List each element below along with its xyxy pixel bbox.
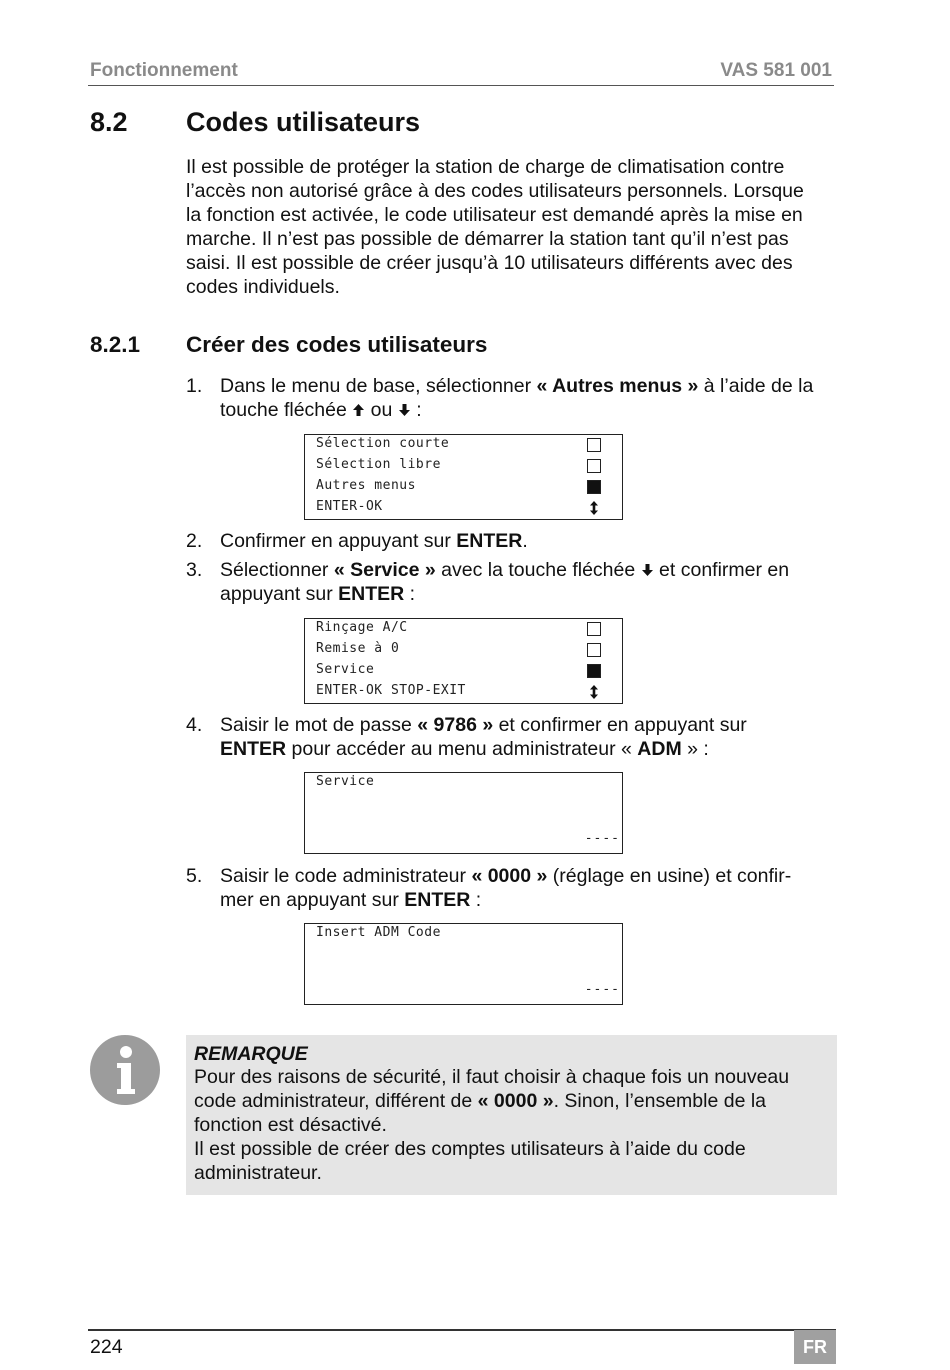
- checkbox-icon: [587, 459, 601, 473]
- admin-code-value: « 0000 »: [471, 865, 548, 887]
- arrow-down-icon: [398, 399, 411, 421]
- checkbox-icon: [587, 438, 601, 452]
- note-line: Il est possible de créer des comptes utilisateurs à l’aide du code: [194, 1137, 746, 1160]
- intro-line: l’accès non autorisé grâce à des codes utilisateurs personnels. Lorsque: [186, 179, 804, 202]
- step-text-part: appuyant sur: [220, 582, 339, 605]
- step-number: 1.: [186, 375, 203, 397]
- admin-code-value: « 0000 »: [477, 1089, 554, 1112]
- checkbox-icon: [587, 622, 601, 636]
- key-name: ENTER: [404, 888, 471, 911]
- step-text-part: .: [522, 530, 528, 552]
- step-number: 4.: [186, 714, 203, 736]
- arrow-up-icon: [352, 399, 365, 421]
- note-text-part: code administrateur, différent de: [194, 1089, 478, 1112]
- info-icon: [90, 1035, 160, 1105]
- step-text-part: :: [404, 582, 416, 605]
- intro-line: codes individuels.: [186, 275, 340, 298]
- note-box: [186, 1035, 837, 1195]
- step-text-part: (réglage en usine) et confir-: [547, 865, 792, 887]
- lcd-row: Remise à 0: [316, 641, 400, 656]
- lcd-display-admin-code: [304, 923, 623, 1005]
- step-text: [220, 714, 836, 762]
- checkbox-filled-icon: [587, 480, 601, 494]
- key-name: ENTER: [338, 582, 405, 605]
- step-text-part: » :: [681, 737, 709, 760]
- lcd-display-main-menu: [304, 434, 623, 520]
- step-text: [220, 865, 836, 913]
- step-text-part: avec la touche fléchée: [435, 559, 641, 581]
- note-text: [194, 1066, 824, 1186]
- step-text-part: Dans le menu de base, sélectionner: [220, 375, 537, 397]
- step-number: 2.: [186, 530, 203, 552]
- subsection-number: 8.2.1: [90, 332, 141, 357]
- step-text-part: à l’aide de la: [698, 375, 814, 397]
- menu-name: « Service »: [333, 559, 436, 581]
- lcd-row-selected: Service: [316, 662, 375, 677]
- page-number: 224: [90, 1336, 123, 1358]
- step-text-part: et confirmer en appuyant sur: [493, 714, 747, 736]
- step-text: [220, 559, 836, 607]
- lcd-row: Sélection libre: [316, 457, 441, 472]
- lcd-row: Sélection courte: [316, 436, 450, 451]
- step-2: [186, 530, 836, 554]
- step-text-part: :: [410, 398, 422, 421]
- step-text-part: Saisir le mot de passe: [220, 714, 418, 736]
- step-text-part: et confirmer en: [653, 559, 790, 581]
- step-3: [186, 559, 836, 607]
- lcd-input-placeholder: ----: [584, 831, 620, 846]
- lcd-row-selected: Autres menus: [316, 478, 416, 493]
- running-header-model: VAS 581 001: [720, 60, 832, 81]
- subsection-title: Créer des codes utilisateurs: [186, 332, 488, 357]
- key-name: ENTER: [456, 530, 523, 552]
- lcd-row: ENTER-OK: [316, 499, 383, 514]
- checkbox-filled-icon: [587, 664, 601, 678]
- menu-name: « Autres menus »: [536, 375, 699, 397]
- key-name: ENTER: [220, 737, 287, 760]
- lcd-row: Rinçage A/C: [316, 620, 408, 635]
- language-badge: FR: [794, 1330, 836, 1364]
- step-text-part: Sélectionner: [220, 559, 334, 581]
- footer-divider: [88, 1329, 836, 1331]
- note-line: administrateur.: [194, 1161, 322, 1184]
- step-5: [186, 865, 836, 913]
- running-header-section: Fonctionnement: [90, 60, 238, 81]
- intro-line: marche. Il n’est pas possible de démarrer la station tant qu’il n’est pas: [186, 227, 789, 250]
- note-title: REMARQUE: [194, 1043, 308, 1065]
- lcd-display-service-password: [304, 772, 623, 854]
- section-title: Codes utilisateurs: [186, 107, 421, 137]
- intro-paragraph: [186, 156, 836, 299]
- note-line: Pour des raisons de sécurité, il faut choisir à chaque fois un nouveau: [194, 1066, 790, 1088]
- section-number: 8.2: [90, 107, 128, 137]
- arrow-down-icon: [641, 559, 654, 581]
- lcd-title: Service: [316, 774, 375, 789]
- intro-line: Il est possible de protéger la station de charge de climatisation contre: [186, 156, 785, 178]
- lcd-title: Insert ADM Code: [316, 925, 441, 940]
- header-divider: [88, 85, 834, 86]
- step-text-part: ou: [365, 398, 398, 421]
- step-text-part: pour accéder au menu administrateur «: [286, 737, 638, 760]
- lcd-display-other-menus: [304, 618, 623, 704]
- step-text: [220, 530, 836, 554]
- step-text-part: Confirmer en appuyant sur: [220, 530, 457, 552]
- intro-line: la fonction est activée, le code utilisateur est demandé après la mise en: [186, 203, 803, 226]
- lcd-input-placeholder: ----: [584, 982, 620, 997]
- password-value: « 9786 »: [417, 714, 494, 736]
- up-down-arrow-icon: [587, 500, 601, 516]
- step-text-part: mer en appuyant sur: [220, 888, 405, 911]
- step-text-part: touche fléchée: [220, 398, 353, 421]
- step-number: 5.: [186, 865, 203, 887]
- step-text-part: :: [470, 888, 482, 911]
- step-4: [186, 714, 836, 762]
- menu-name: ADM: [637, 737, 682, 760]
- step-text: [220, 375, 836, 423]
- note-line: fonction est désactivé.: [194, 1113, 387, 1136]
- step-1: [186, 375, 836, 423]
- step-text-part: Saisir le code administrateur: [220, 865, 472, 887]
- checkbox-icon: [587, 643, 601, 657]
- step-number: 3.: [186, 559, 203, 581]
- intro-line: saisi. Il est possible de créer jusqu’à 10 utilisateurs différents avec des: [186, 251, 793, 274]
- lcd-row: ENTER-OK STOP-EXIT: [316, 683, 466, 698]
- up-down-arrow-icon: [587, 684, 601, 700]
- note-text-part: . Sinon, l’ensemble de la: [553, 1089, 767, 1112]
